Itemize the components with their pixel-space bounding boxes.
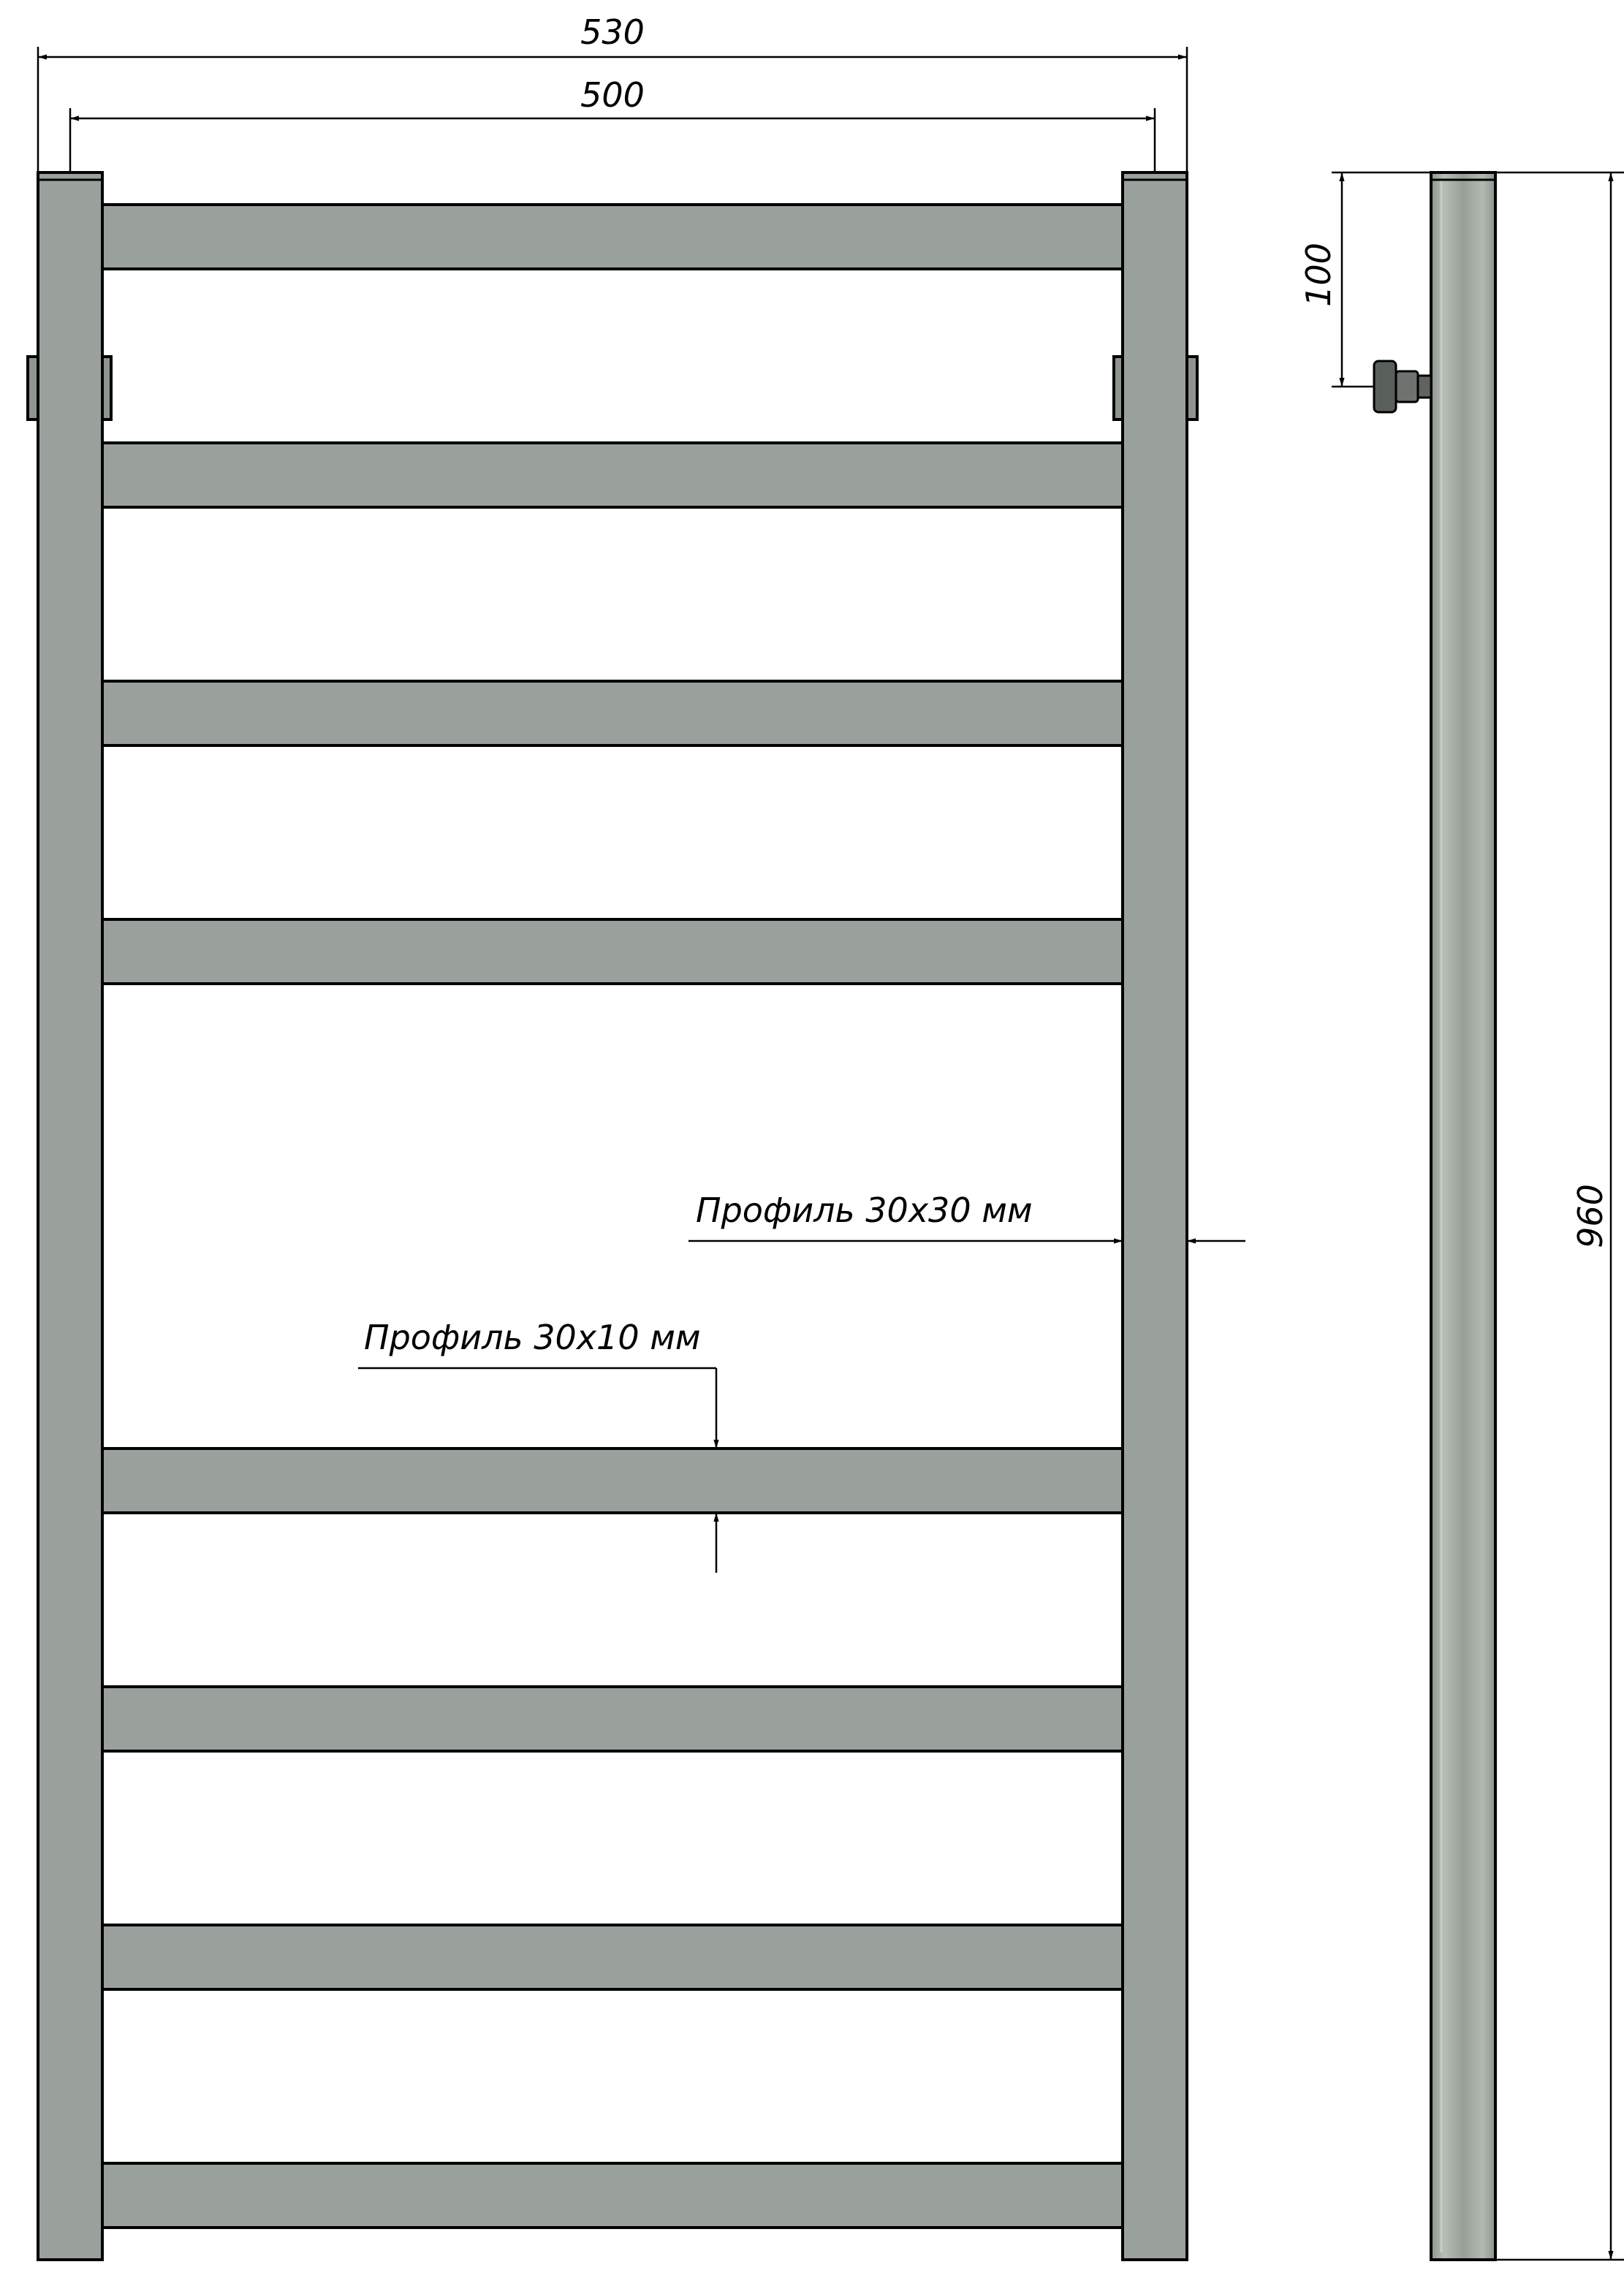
right-bracket-outer [1187, 357, 1197, 419]
wall-mount-fitting [1374, 361, 1431, 412]
crossbar-1 [102, 205, 1123, 269]
inner-width-label: 500 [580, 75, 645, 115]
right-post [1123, 172, 1187, 2260]
crossbar-7 [102, 1925, 1123, 1989]
right-bracket-inner [1114, 357, 1123, 419]
dimension-side-offset [1332, 172, 1431, 387]
crossbar-8 [102, 2163, 1123, 2228]
left-post [38, 172, 102, 2260]
crossbar-5 [102, 1449, 1123, 1513]
crossbar-4 [102, 919, 1123, 984]
post-profile-label: Профиль 30х30 мм [696, 1191, 1033, 1230]
overall-width-label: 530 [580, 12, 645, 52]
overall-height-label: 960 [1571, 1184, 1610, 1248]
left-bracket-outer [28, 357, 38, 419]
crossbar-6 [102, 1687, 1123, 1751]
bar-profile-label: Профиль 30х10 мм [364, 1318, 701, 1357]
side-offset-label: 100 [1299, 243, 1338, 307]
crossbar-3 [102, 681, 1123, 745]
left-bracket-inner [102, 357, 111, 419]
side-view [1374, 172, 1495, 2260]
dimension-inner-width [70, 108, 1155, 172]
crossbar-2 [102, 443, 1123, 507]
